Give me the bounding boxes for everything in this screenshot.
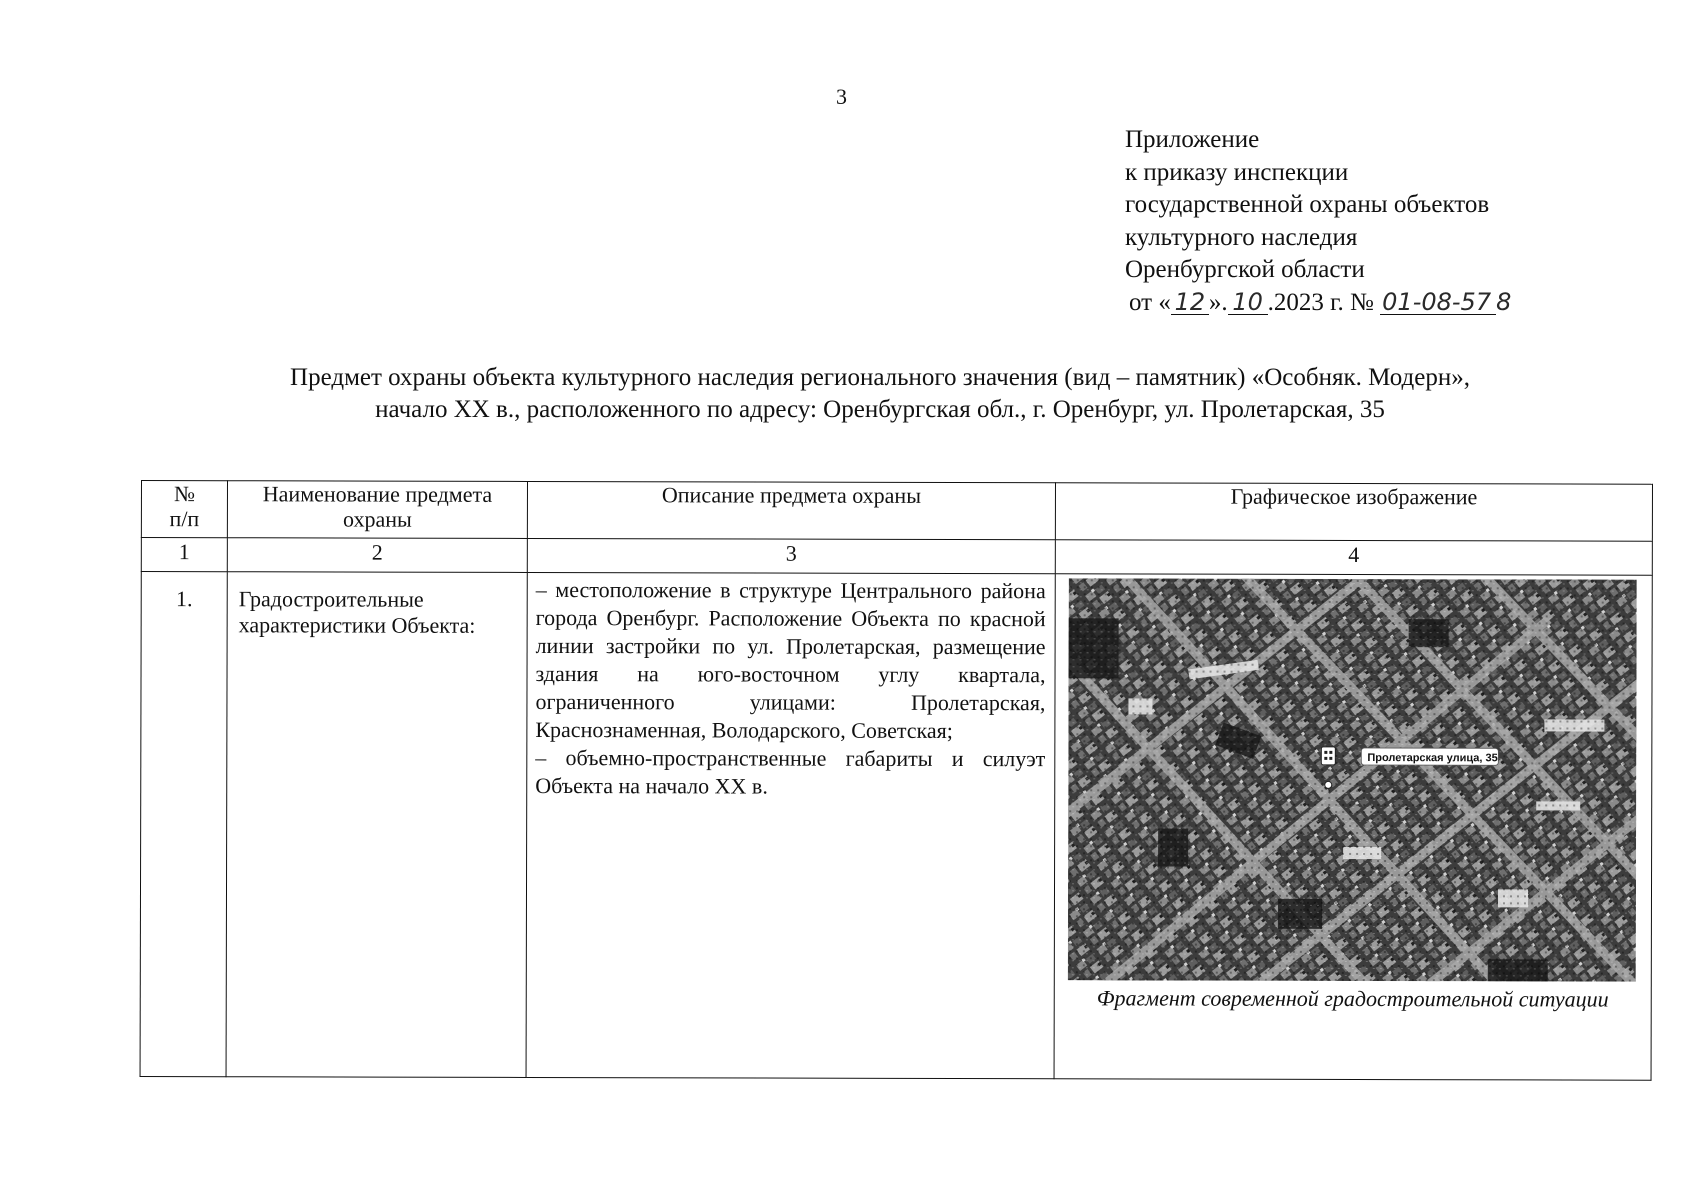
order-date-year: .2023 г. № xyxy=(1267,288,1374,316)
appendix-line: культурного наследия xyxy=(1125,223,1358,251)
header-num-label: № п/п xyxy=(169,481,200,532)
column-number-row xyxy=(141,538,1652,576)
title-line-1: Предмет охраны объекта культурного наследия регионального значения (вид – памятник) «Особняк. Модерн», xyxy=(290,364,1470,391)
header-name: Наименование предмета охраны xyxy=(227,481,527,539)
column-number: 4 xyxy=(1055,540,1652,575)
column-number: 1 xyxy=(141,538,227,572)
row-description xyxy=(526,572,1055,1078)
description-paragraph-location: – местоположение в структуре Центрального района города Оренбург. Расположение Объекта по красной линии застройки по ул. Пролетарская, размещение здания на юго-восточном углу квартала, ограниченного улицами: Пролетарская, Краснознаменная, Володарского, Советская; xyxy=(535,576,1046,743)
table-header-row xyxy=(141,481,1652,542)
order-date-number-line xyxy=(1129,287,1513,320)
header-image: Графическое изображение xyxy=(1055,483,1652,541)
row-name: Градостроительные характеристики Объекта: xyxy=(226,572,527,1078)
handwritten-order-number: 01-08-57 xyxy=(1380,290,1496,315)
description-paragraph-dimensions: – объемно-пространственные габариты и силуэт Объекта на начало XX в. xyxy=(535,744,1046,799)
map-address-label: Пролетарская улица, 35 xyxy=(1367,751,1498,765)
protection-subject-table xyxy=(140,480,1653,1081)
appendix-line: Оренбургской области xyxy=(1125,256,1365,283)
image-caption: Фрагмент современной градостроительной ситуации xyxy=(1096,985,1609,1012)
page-number: 3 xyxy=(836,84,847,109)
appendix-block xyxy=(1125,124,1512,319)
title-line-2: начало XX в., расположенного по адресу: Оренбургская обл., г. Оренбург, ул. Пролетарская, 35 xyxy=(375,396,1385,423)
column-number: 2 xyxy=(227,538,527,573)
handwritten-day: 12 xyxy=(1171,290,1209,315)
row-image-cell xyxy=(1054,574,1652,1080)
row-number: 1. xyxy=(140,572,227,1077)
document-title xyxy=(150,362,1610,426)
header-num xyxy=(141,481,227,538)
handwritten-order-number-tail: 8 xyxy=(1496,287,1512,316)
appendix-line: государственной охраны объектов xyxy=(1125,191,1490,218)
order-date-mid: ». xyxy=(1208,288,1228,316)
handwritten-month: 10 xyxy=(1228,290,1268,315)
table-row xyxy=(140,572,1652,1081)
appendix-line: к приказу инспекции xyxy=(1125,158,1349,186)
column-number: 3 xyxy=(527,538,1055,573)
order-date-prefix: от « xyxy=(1129,288,1171,316)
satellite-map-image xyxy=(1068,578,1637,981)
header-description: Описание предмета охраны xyxy=(527,481,1055,539)
appendix-line: Приложение xyxy=(1125,126,1260,153)
